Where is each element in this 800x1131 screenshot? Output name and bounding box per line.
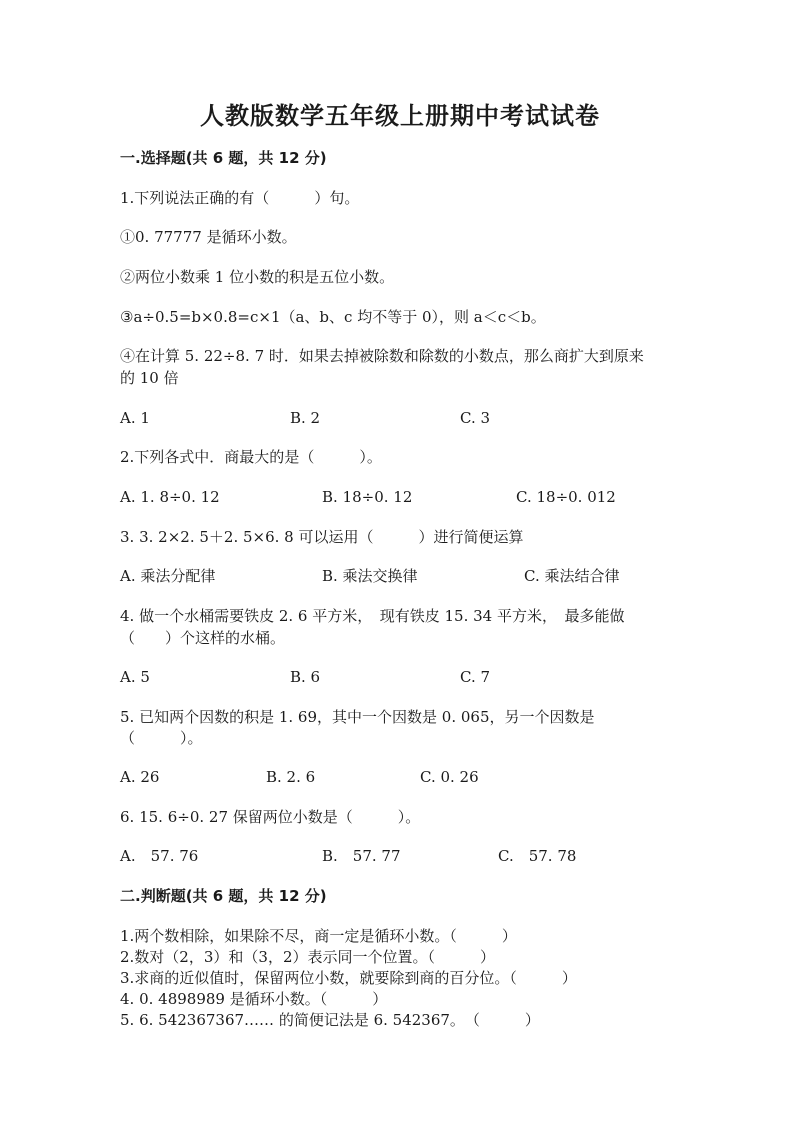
q5-option-b[interactable]: B. 2. 6 <box>266 768 316 786</box>
q1-statement-1: ①0. 77777 是循环小数。 <box>120 228 297 246</box>
q1-option-c[interactable]: C. 3 <box>460 409 491 427</box>
tf-item-4: 4. 0. 4898989 是循环小数。（ ） <box>120 990 388 1008</box>
q3-stem: 3. 3. 2×2. 5＋2. 5×6. 8 可以运用（ ）进行简便运算 <box>120 528 524 546</box>
q5-stem-cont: （ ）。 <box>120 729 203 747</box>
q4-option-c[interactable]: C. 7 <box>460 668 491 686</box>
tf-item-3: 3.求商的近似值时，保留两位小数，就要除到商的百分位。（ ） <box>120 969 577 987</box>
section-2-heading: 二.判断题(共 6 题，共 12 分) <box>120 887 327 905</box>
tf-item-2: 2.数对（2，3）和（3，2）表示同一个位置。（ ） <box>120 948 495 966</box>
q3-option-a[interactable]: A. 乘法分配律 <box>120 567 216 585</box>
tf-item-5: 5. 6. 542367367…… 的简便记法是 6. 542367。 （ ） <box>120 1011 540 1029</box>
q5-stem: 5. 已知两个因数的积是 1. 69，其中一个因数是 0. 065，另一个因数是 <box>120 708 595 726</box>
q4-stem-cont: （ ）个这样的水桶。 <box>120 629 286 647</box>
q4-option-b[interactable]: B. 6 <box>290 668 321 686</box>
q6-stem: 6. 15. 6÷0. 27 保留两位小数是（ ）。 <box>120 808 421 826</box>
q6-option-c[interactable]: C. 57. 78 <box>498 847 577 865</box>
q1-statement-4: ④在计算 5. 22÷8. 7 时．如果去掉被除数和除数的小数点，那么商扩大到原来 <box>120 347 644 365</box>
q1-statement-2: ②两位小数乘 1 位小数的积是五位小数。 <box>120 268 395 286</box>
q1-option-a[interactable]: A. 1 <box>120 409 150 427</box>
tf-item-1: 1.两个数相除，如果除不尽，商一定是循环小数。（ ） <box>120 927 517 945</box>
q2-stem: 2.下列各式中．商最大的是（ ）。 <box>120 448 382 466</box>
q1-stem: 1.下列说法正确的有（ ）句。 <box>120 189 360 207</box>
q3-option-c[interactable]: C. 乘法结合律 <box>524 567 620 585</box>
q5-option-c[interactable]: C. 0. 26 <box>420 768 479 786</box>
q1-statement-3: ③a÷0.5=b×0.8=c×1（a、b、c 均不等于 0），则 a＜c＜b。 <box>120 308 546 326</box>
q2-option-a[interactable]: A. 1. 8÷0. 12 <box>120 488 220 506</box>
q3-option-b[interactable]: B. 乘法交换律 <box>322 567 418 585</box>
q4-stem: 4. 做一个水桶需要铁皮 2. 6 平方米， 现有铁皮 15. 34 平方米， 最多能做 <box>120 607 625 625</box>
q6-option-b[interactable]: B. 57. 77 <box>322 847 401 865</box>
q6-option-a[interactable]: A. 57. 76 <box>120 847 199 865</box>
q1-statement-4-cont: 的 10 倍 <box>120 369 179 387</box>
q5-option-a[interactable]: A. 26 <box>120 768 160 786</box>
q2-option-c[interactable]: C. 18÷0. 012 <box>516 488 616 506</box>
q2-option-b[interactable]: B. 18÷0. 12 <box>322 488 413 506</box>
q1-option-b[interactable]: B. 2 <box>290 409 321 427</box>
q4-option-a[interactable]: A. 5 <box>120 668 150 686</box>
section-1-heading: 一.选择题(共 6 题，共 12 分) <box>120 149 327 167</box>
exam-title: 人教版数学五年级上册期中考试试卷 <box>200 102 600 130</box>
